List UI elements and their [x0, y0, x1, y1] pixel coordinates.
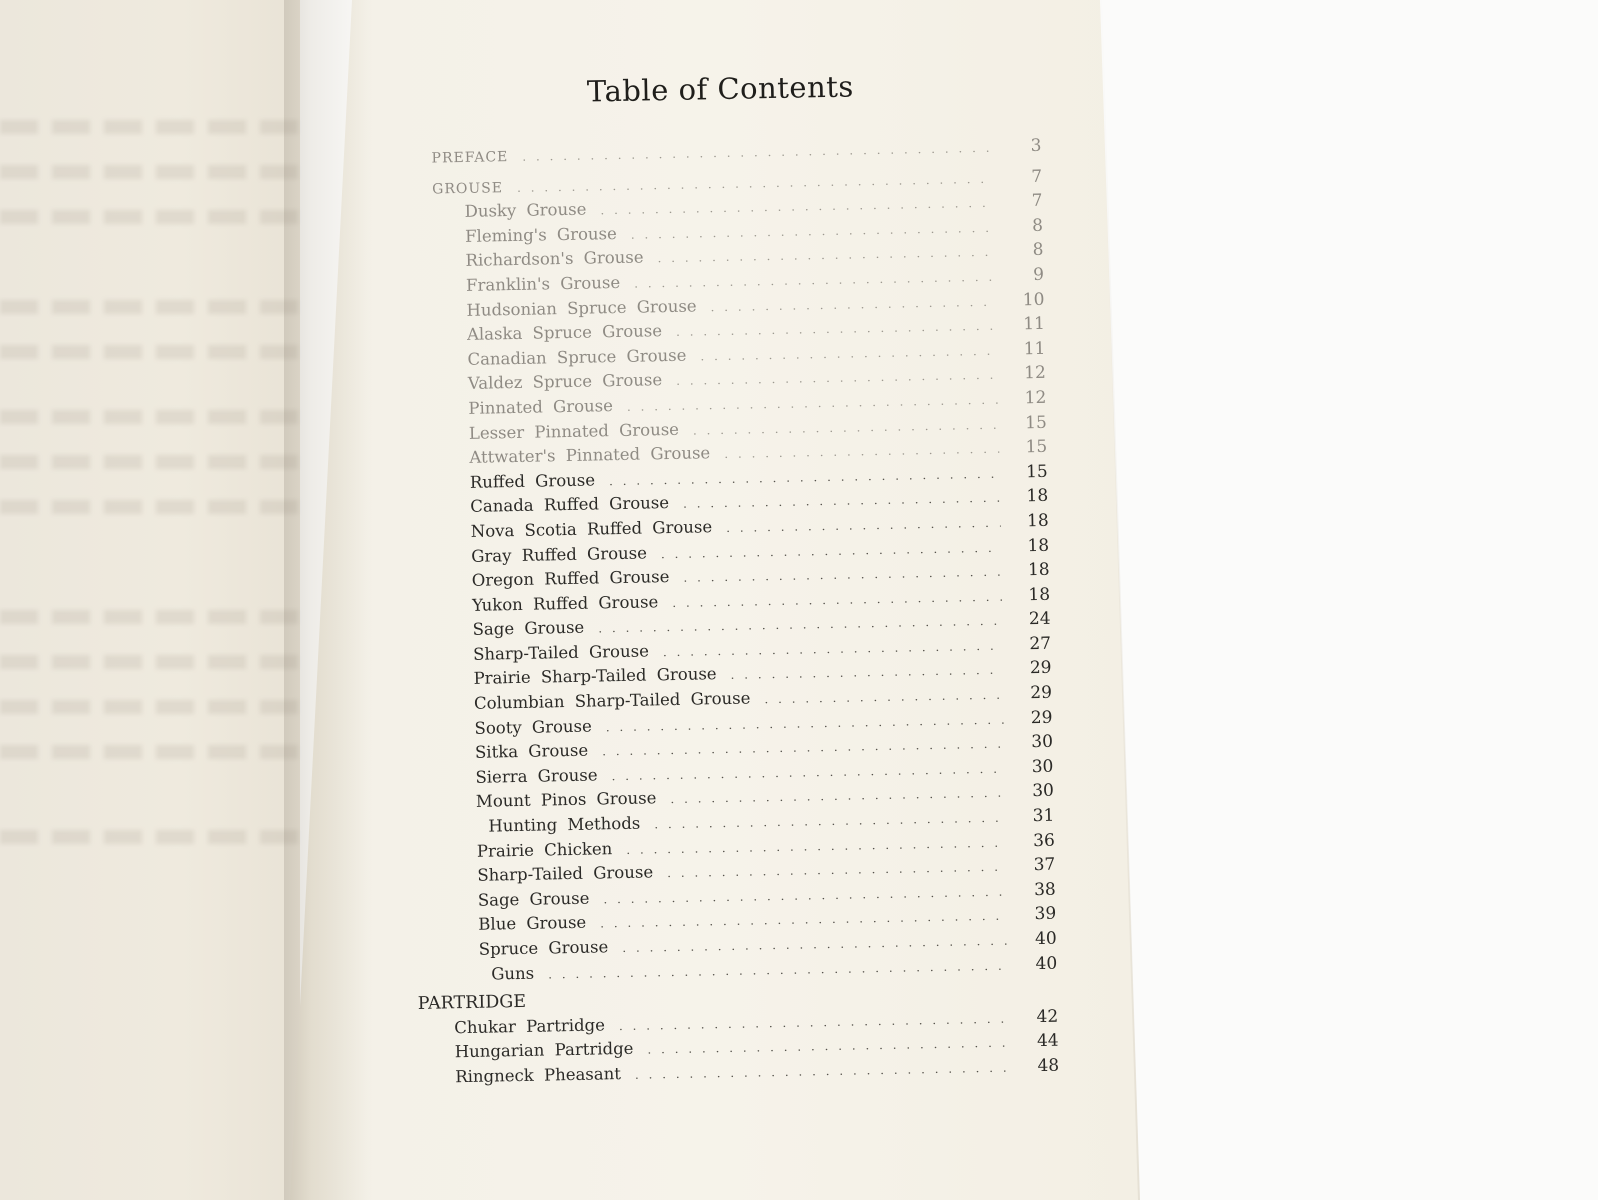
toc-entry-label: GROUSE: [432, 179, 504, 198]
toc-page-number: 37: [1033, 854, 1056, 876]
toc-entry-label: Gray Ruffed Grouse: [471, 542, 648, 566]
toc-entry-label: Richardson's Grouse: [465, 247, 644, 271]
dot-leader: [647, 1036, 1011, 1057]
toc-entry-label: Sitka Grouse: [474, 740, 589, 763]
toc-entry-label: Sage Grouse: [472, 617, 585, 640]
dot-leader: [522, 141, 993, 164]
toc-page-number: 29: [1029, 658, 1052, 679]
toc-page-number: 40: [1035, 953, 1058, 974]
dot-leader: [609, 466, 1000, 487]
toc-entry-label: Hudsonian Spruce Grouse: [466, 296, 697, 320]
toc-entry-label: Canada Ruffed Grouse: [470, 493, 670, 517]
toc-entry-label: Ringneck Pheasant: [455, 1064, 622, 1087]
toc-page-number: 39: [1034, 904, 1057, 925]
toc-page-number: 31: [1032, 805, 1055, 827]
dot-leader: [670, 786, 1006, 806]
toc-page-number: 12: [1024, 363, 1047, 384]
dot-leader: [683, 491, 1000, 511]
toc-entry-label: Sharp-Tailed Grouse: [477, 862, 654, 886]
left-facing-page: [0, 0, 300, 1200]
toc-page-number: 7: [1031, 166, 1043, 187]
toc-page-number: 18: [1026, 486, 1049, 507]
dot-leader: [700, 343, 997, 363]
dot-leader: [657, 245, 995, 265]
dot-leader: [600, 196, 994, 218]
dot-leader: [611, 761, 1005, 783]
toc-entry-label: Canadian Spruce Grouse: [467, 345, 687, 369]
toc-entry-label: Lesser Pinnated Grouse: [468, 419, 680, 443]
book-gutter-shadow: [284, 0, 374, 1200]
toc-page-number: 29: [1030, 707, 1053, 728]
dot-leader: [600, 909, 1008, 931]
dot-leader: [622, 934, 1009, 955]
dot-leader: [603, 884, 1008, 906]
toc-entry-label: Alaska Spruce Grouse: [466, 321, 663, 345]
toc-entry-label: Chukar Partridge: [454, 1015, 606, 1038]
toc-page-number: 24: [1028, 609, 1051, 630]
page-title: Table of Contents: [586, 69, 855, 109]
toc-page-number: 15: [1025, 461, 1048, 482]
toc-page-number: 42: [1036, 1006, 1059, 1027]
toc-entry-label: Sooty Grouse: [474, 716, 592, 738]
dot-leader: [764, 688, 1004, 707]
toc-entry-label: Columbian Sharp-Tailed Grouse: [473, 688, 751, 713]
dot-leader: [661, 540, 1002, 561]
toc-page-number: 48: [1037, 1055, 1060, 1077]
toc-page-number: 18: [1028, 584, 1051, 605]
dot-leader: [676, 368, 998, 388]
toc-entry-label: Fleming's Grouse: [464, 223, 617, 246]
dot-leader: [730, 663, 1003, 682]
dot-leader: [606, 712, 1005, 734]
toc-page-number: 9: [1032, 264, 1045, 285]
toc-page-number: 30: [1031, 756, 1054, 777]
toc-page-number: 18: [1027, 535, 1050, 556]
dot-leader: [517, 171, 994, 194]
toc-page-number: 8: [1031, 215, 1044, 236]
toc-section-heading: PARTRIDGE: [417, 992, 527, 1015]
toc-entry-label: Spruce Grouse: [478, 937, 609, 959]
toc-entry-label: Sage Grouse: [477, 888, 590, 910]
toc-entry-label: Prairie Sharp-Tailed Grouse: [473, 664, 717, 689]
dot-leader: [634, 270, 996, 291]
toc-entry-label: Sierra Grouse: [475, 765, 598, 787]
toc-page-number: 36: [1032, 830, 1056, 851]
dot-leader: [663, 639, 1003, 660]
dot-leader: [626, 835, 1007, 856]
toc-entry-label: Attwater's Pinnated Grouse: [469, 443, 711, 468]
toc-page-number: 44: [1036, 1031, 1059, 1052]
toc-page-number: 40: [1034, 928, 1057, 950]
toc-entry-label: Franklin's Grouse: [465, 272, 621, 295]
toc-page-number: 15: [1024, 412, 1047, 433]
toc-page-number: 15: [1025, 436, 1048, 458]
toc-page-number: 11: [1023, 313, 1046, 335]
dot-leader: [602, 737, 1005, 759]
toc-entry-label: Sharp-Tailed Grouse: [472, 641, 650, 664]
toc-page-number: 8: [1032, 240, 1044, 261]
toc-page-number: 18: [1026, 510, 1049, 532]
dot-leader: [548, 958, 1009, 981]
toc-page-number: 12: [1024, 387, 1047, 409]
toc-entry-label: Dusky Grouse: [464, 199, 587, 222]
toc-entry-label: PREFACE: [431, 149, 509, 167]
table-of-contents: [400, 66, 1059, 1093]
toc-page-number: 38: [1033, 879, 1056, 900]
dot-leader: [619, 1011, 1011, 1033]
dot-leader: [724, 442, 999, 461]
toc-entry-label: Ruffed Grouse: [469, 470, 596, 492]
toc-entry-label: Oregon Ruffed Grouse: [471, 567, 670, 590]
toc-page-number: 29: [1030, 682, 1053, 704]
toc-entry-label: Blue Grouse: [478, 913, 587, 935]
toc-entry-label: Pinnated Grouse: [468, 396, 614, 418]
dot-leader: [726, 516, 1001, 535]
toc-page-number: 30: [1031, 731, 1054, 753]
toc-entry-label: Valdez Spruce Grouse: [467, 370, 663, 394]
dot-leader: [635, 1061, 1012, 1082]
toc-page-number: 11: [1023, 338, 1046, 359]
dot-leader: [627, 393, 999, 414]
toc-page-number: 3: [1030, 135, 1042, 157]
dot-leader: [631, 221, 995, 242]
toc-page-number: 27: [1029, 633, 1052, 655]
toc-entry-label: Prairie Chicken: [476, 838, 613, 861]
dot-leader: [710, 294, 996, 313]
dot-leader: [598, 614, 1003, 636]
toc-page-number: 7: [1031, 191, 1043, 212]
toc-entry-label: Mount Pinos Grouse: [475, 788, 657, 812]
toc-entry-label: Nova Scotia Ruffed Grouse: [470, 517, 713, 541]
toc-entry-label: Yukon Ruffed Grouse: [472, 591, 659, 615]
dot-leader: [676, 319, 997, 339]
dot-leader: [693, 417, 999, 437]
toc-entry-label: Hunting Methods: [488, 813, 641, 836]
dot-leader: [672, 589, 1002, 609]
toc-page-number: 18: [1027, 559, 1050, 581]
toc-page-number: 10: [1022, 289, 1045, 310]
toc-page-number: 30: [1032, 781, 1055, 802]
toc-entry-label: Hungarian Partridge: [454, 1039, 634, 1062]
dot-leader: [654, 811, 1006, 832]
dot-leader: [683, 565, 1001, 585]
toc-entry-label: Guns: [491, 963, 535, 984]
dot-leader: [667, 860, 1007, 881]
